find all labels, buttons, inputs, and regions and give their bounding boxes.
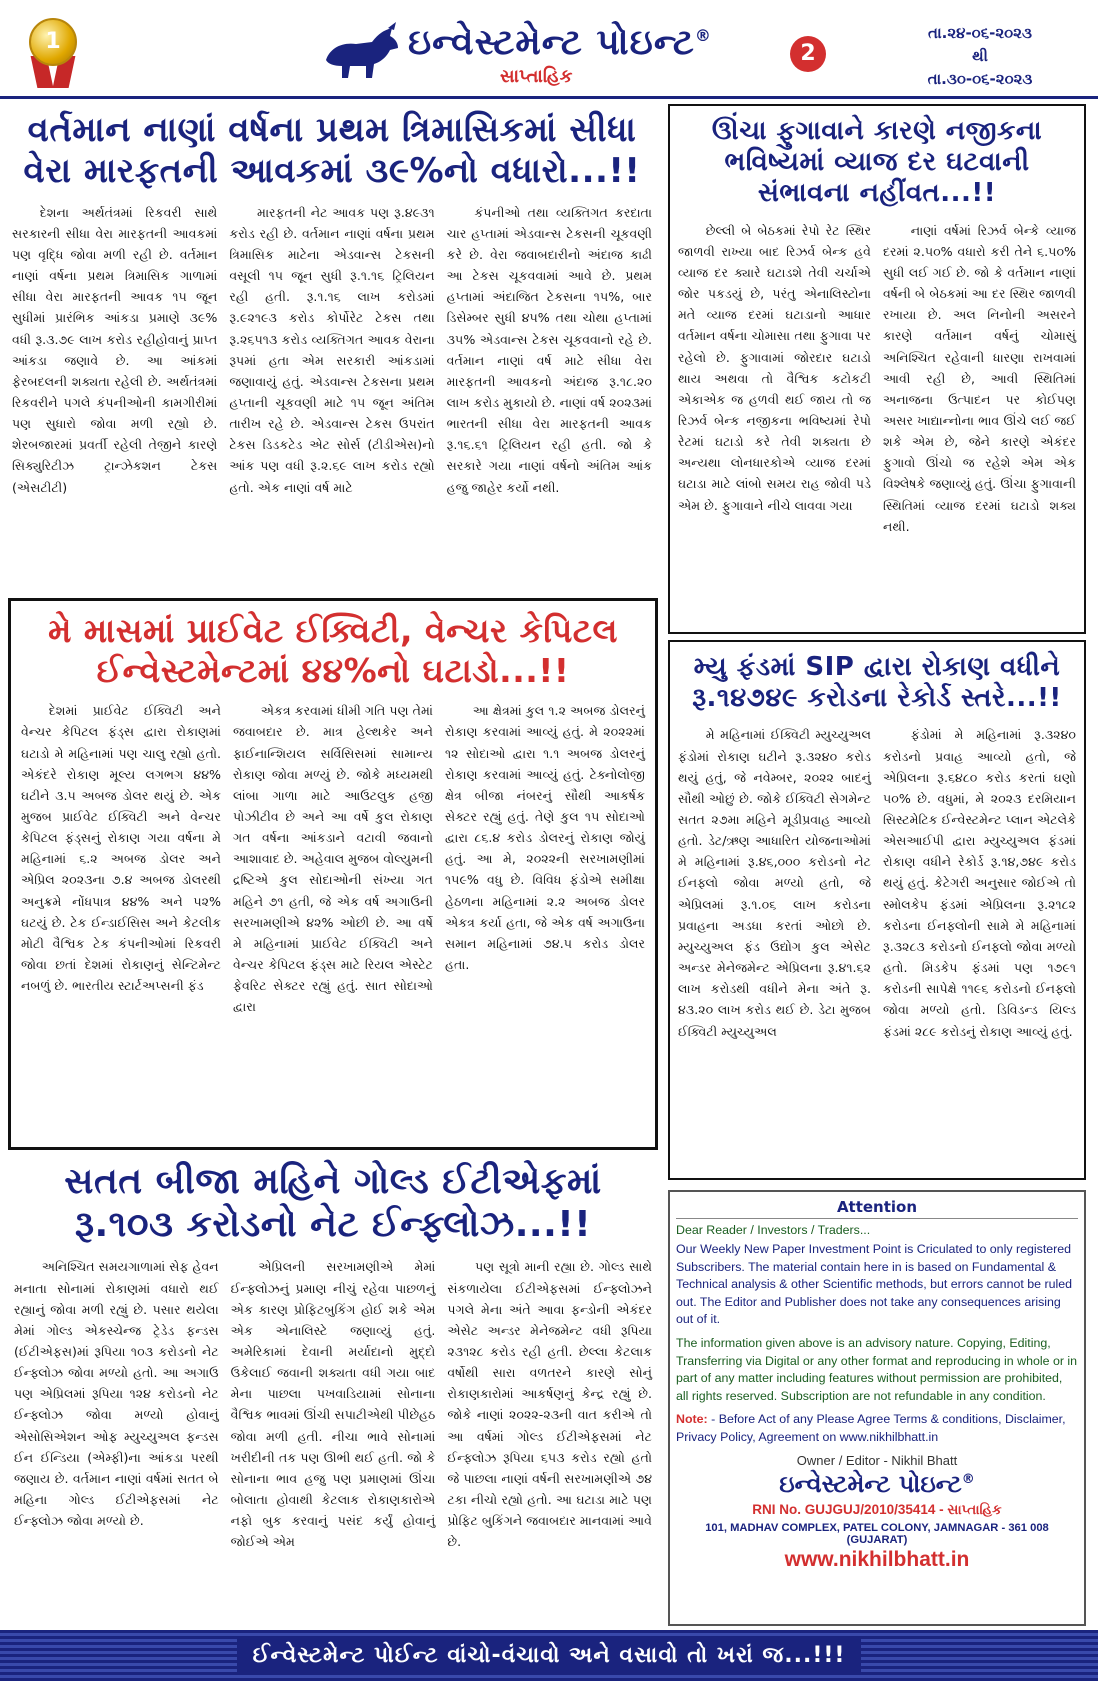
article-inflation <box>668 104 1086 634</box>
article-column: મે મહિનામાં ઈક્વિટી મ્યુચ્યુઅલ ફંડોમાં રોકાણ ઘટીને રૂ.૩૨૪૦ કરોડ થયું હતું, જે નવેમ્બર, ૨૦૨૨ બાદનું સૌથી ઓછું છે. જોકે ઈક્વિટી સેગમેન્ટ સતત ૨૭મા મહિને મૂડીપ્રવાહ આવ્યો હતો. ડેટ/ઋણ આધારિત યોજનાઓમાં મે મહિનામાં રૂ.૪૬,૦૦૦ કરોડનો નેટ ઈનફ્લો જોવા મળ્યો હતો, જે એપ્રિલમાં રૂ.૧.૦૬ લાખ કરોડના પ્રવાહના અડધા કરતાં ઓછો છે. મ્યુચ્યુઅલ ફંડ ઉદ્યોગ કુલ એસેટ અન્ડર મેનેજમેન્ટ એપ્રિલના રૂ.૪૧.૬૨ લાખ કરોડથી વધીને મેના અંતે રૂ. ૪૩.૨૦ લાખ કરોડ થઈ છે. ડેટા મુજબ ઈક્વિટી મ્યુચ્યુઅલ <box>678 727 871 1039</box>
headline-mutual-fund-sip: મ્યુ ફંડમાં SIP દ્વારા રોકાણ વધીને રૂ.૧૪૭૪૯ કરોડના રેકોર્ડ સ્તરે...!! <box>692 652 1062 714</box>
publisher-address: 101, MADHAV COMPLEX, PATEL COLONY, JAMNAGAR - 361 008 (GUJARAT) <box>705 1521 1049 1546</box>
website-link[interactable]: www.nikhilbhatt.in <box>784 1547 970 1571</box>
attention-copyright: The information given above is an advisory nature. Copying, Editing, Transferring via Digital or any other format and reproducing in whole or in part of any matter including features without permission are prohibited, all rights reserved. Subscription are not refundable in any condition. <box>676 1336 1078 1403</box>
bull-logo-icon <box>320 20 402 84</box>
attention-box <box>668 1190 1086 1626</box>
headline-private-equity: મે માસમાં પ્રાઈવેટ ઈક્વિટી, વેન્ચર કેપિટલ ઈન્વેસ્ટમેન્ટમાં ૪૪%નો ઘટાડો...!! <box>48 611 618 690</box>
article-column: આ ક્ષેત્રમાં કુલ ૧.૨ અબજ ડોલરનું રોકાણ કરવામાં આવ્યું હતું. મે ૨૦૨૨માં ૧૨ સોદાઓ દ્વારા ૧.૧ અબજ ડોલરનું રોકાણ કરવામાં આવ્યું હતું. ટેક્નોલોજી ક્ષેત્ર બીજા નંબરનું સૌથી આકર્ષક સેક્ટર રહ્યું હતું. તેણે કુલ ૧૫ સોદાઓ દ્વારા ૮૬.૪ કરોડ ડોલરનું રોકાણ જોયું હતું. આ મે, ૨૦૨૨ની સરખામણીમાં ૧૫૯% વધુ છે. વિવિધ ફંડોએ સમીક્ષા હેઠળના મહિનામાં ૨.૨ અબજ ડોલર એકત્ર કર્યા હતા, જે એક વર્ષ અગાઉના સમાન મહિનામાં ૭૪.૫ કરોડ ડોલર હતા. <box>445 703 645 973</box>
article-column: દેશના અર્થતંત્રમાં રિકવરી સાથે સરકારની સીધા વેરા મારફતની આવકમાં પણ વૃદ્ધિ જોવા મળી રહી છે. વર્તમાન નાણાં વર્ષના પ્રથમ ત્રિમાસિક ગાળામાં સીધા વેરા મારફતની આવક ૧૫ જૂન સુધીમાં પ્રારંભિક આંકડા પ્રમાણે ૩૯% વધી રૂ.૩.૭૯ લાખ કરોડ રહીહોવાનું પ્રાપ્ત આંકડા જણાવે છે. આ આંકમાં ફેરબદલની શક્યતા રહેલી છે. અર્થતંત્રમાં રિકવરીને પગલે કંપનીઓની કામગીરીમાં પણ સુધારો જોવા મળી રહ્યો છે. શેરબજારમાં પ્રવર્તી રહેલી તેજીને કારણે સિક્યુરિટીઝ ટ્રાન્ઝેકશન ટેકસ (એસટીટી) <box>12 204 218 495</box>
issue-dates <box>905 22 1055 91</box>
note-label: Note: <box>676 1412 708 1427</box>
footer-slogan: ઈન્વેસ્ટમેન્ટ પોઈન્ટ વાંચો-વંચાવો અને વસાવો તો ખરાં જ...!!! <box>237 1639 862 1672</box>
article-columns <box>14 1256 652 1552</box>
date-from: તા.૨૪-૦૬-૨૦૨૩ <box>928 24 1032 42</box>
article-columns <box>21 700 645 1017</box>
masthead-rule <box>0 96 1098 99</box>
rni-number: RNI No. GUJGUJ/2010/35414 - સાપ્તાહિક <box>752 1501 1002 1517</box>
medal-number: 1 <box>29 18 77 66</box>
date-separator: થી <box>972 47 988 65</box>
article-column: નાણાં વર્ષમાં રિઝર્વ બેન્કે વ્યાજ દરમાં ૨.૫૦% વધારો કરી તેને ૬.૫૦% સુધી લઈ ગઈ છે. જો કે વર્તમાન નાણાં વર્ષની બે બેઠકમાં આ દર સ્થિર જાળવી રખાયા છે. અલ નિનોની અસરને કારણે વર્તમાન વર્ષનું ચોમાસું અનિશ્ચિત રહેવાની ધારણા રાખવામાં આવી રહી છે, આવી સ્થિતિમાં અનાજના ઉત્પાદન પર કોઈપણ અસર ખાદ્યાન્નોના ભાવ ઊંચે લઈ જઈ શકે એમ છે, જેને કારણે એકંદર ફુગાવો ઊંચો જ રહેશે એમ એક વિશ્લેષકે જણાવ્યું હતું. ઊંચા ફુગાવાની સ્થિતિમાં વ્યાજ દરમાં ઘટાડો શક્ય નથી. <box>883 222 1076 534</box>
owner-editor: Owner / Editor - Nikhil Bhatt <box>796 1452 958 1468</box>
article-column: છેલ્લી બે બેઠકમાં રેપો રેટ સ્થિર જાળવી રાખ્યા બાદ રિઝર્વ બેન્ક હવે વ્યાજ દર ક્યારે ઘટાડશે તેવી ચર્ચાએ જોર પકડયું છે, પરંતુ એનાલિસ્ટોના મતે વ્યાજ દરમાં ઘટાડાનો આધાર વર્તમાન વર્ષના ચોમાસા તથા ફુગાવા પર રહેલો છે. ફુગાવામાં જોરદાર ઘટાડો થાય અથવા તો વૈશ્વિક કટોકટી એકાએક જ હળવી થઈ જાય તો જ રિઝર્વ બેન્ક નજીકના ભવિષ્યમાં રેપો રેટમાં ઘટાડો કરે તેવી શક્યતા છે અન્યથા લોનધારકોએ વ્યાજ દરમાં ઘટાડા માટે લાંબો સમય રાહ જોવી પડે એમ છે. ફુગાવાને નીચે લાવવા ગયા <box>678 222 871 513</box>
article-column: એપ્રિલની સરખામણીએ મેમાં ઈન્ફ્લોઝનું પ્રમાણ નીચું રહેવા પાછળનું એક કારણ પ્રોફિટબુકિંગ હોઈ શકે એમ એક એનાલિસ્ટે જણાવ્યું હતું. અમેરિકામાં દેવાની મર્યાદાનો મુદ્દો ઉકેલાઈ જવાની શક્યતા વધી ગયા બાદ મેના પાછલા પખવાડિયામાં સોનાના વૈશ્વિક ભાવમાં ઊંચી સપાટીએથી પીછેહઠ જોવા મળી હતી. નીચા ભાવે સોનામાં ખરીદીની તક પણ ઊભી થઈ હતી. જો કે સોનાના ભાવ હજુ પણ પ્રમાણમાં ઊંચા બોલાતા હોવાથી કેટલાક રોકાણકારોએ નફો બુક કરવાનું પસંદ કર્યું હોવાનું જોઈએ એમ <box>230 1259 436 1550</box>
article-column: કંપનીઓ તથા વ્યક્તિગત કરદાતા ચાર હપ્તામાં એડવાન્સ ટેકસની ચૂકવણી કરે છે. વેરા જવાબદારીનો અંદાજ કાઢી આ ટેકસ ચૂકવવામાં આવે છે. પ્રથમ હપ્તામાં અંદાજિત ટેકસના ૧૫%, બાર ડિસેમ્બર સુધી ૪૫% તથા ચોથા હપ્તામાં ૩૫% એડવાન્સ ટેકસ ચૂકવવાનો રહે છે. વર્તમાન નાણાં વર્ષ માટે સીધા વેરા મારફતની આવકનો અંદાજ રૂ.૧૮.૨૦ લાખ કરોડ મુકાયો છે. નાણાં વર્ષ ૨૦૨૩માં ભારતની સીધા વેરા મારફતની આવક રૂ.૧૬.૬૧ ટ્રિલિયન રહી હતી. જો કે સરકારે ગયા નાણાં વર્ષનો અંતિમ આંક હજુ જાહેર કર્યો નથી. <box>446 204 652 495</box>
medal-icon <box>26 18 80 90</box>
article-mutual-fund-sip <box>668 640 1086 1180</box>
note-text: - Before Act of any Please Agree Terms & conditions, Disclaimer, Privacy Policy, Agreement on www.nikhilbhatt.in <box>676 1412 1066 1445</box>
attention-title: Attention <box>676 1198 1078 1219</box>
frequency-label: સાપ્તાહિક <box>500 66 573 87</box>
article-private-equity <box>8 598 658 1150</box>
registered-mark: ® <box>961 1471 975 1487</box>
registered-mark: ® <box>694 26 712 45</box>
article-columns <box>678 724 1076 1041</box>
date-to: તા.૩૦-૦૬-૨૦૨૩ <box>927 70 1033 88</box>
article-column: દેશમાં પ્રાઈવેટ ઈક્વિટી અને વેન્ચર કેપિટલ ફંડ્સ દ્વારા રોકાણમાં ઘટાડો મે મહિનામાં પણ ચાલુ રહ્યો હતો. એકંદરે રોકાણ મૂલ્ય લગભગ ૪૪% ઘટીને ૩.૫ અબજ ડોલર થયું છે. એક મુજબ પ્રાઈવેટ ઈક્વિટી અને વેન્ચર કેપિટલ ફંડ્સનું રોકાણ ગયા વર્ષના મે મહિનામાં ૬.૨ અબજ ડોલર અને એપ્રિલ ૨૦૨૩ના ૭.૪ અબજ ડોલરથી અનુક્રમે નોંધપાત્ર ૪૪% અને ૫૨% ઘટયું છે. ટેક ઈન્ડાઈસિસ અને કેટલીક મોટી વૈશ્વિક ટેક કંપનીઓમાં રિકવરી જોવા છતાં દેશમાં રોકાણનું સેન્ટિમેન્ટ નબળું છે. ભારતીય સ્ટાર્ટઅપ્સની ફંડ <box>21 703 221 994</box>
headline-gold-etf: સતત બીજા મહિને ગોલ્ડ ઈટીએફમાં રૂ.૧૦૩ કરોડનો નેટ ઈન્ફ્લોઝ...!! <box>64 1161 602 1246</box>
article-columns <box>12 202 652 498</box>
article-columns <box>678 220 1076 537</box>
attention-greeting: Dear Reader / Investors / Traders... <box>676 1223 871 1237</box>
headline-direct-tax: વર્તમાન નાણાં વર્ષના પ્રથમ ત્રિમાસિકમાં સીધા વેરા મારફતની આવકમાં ૩૯%નો વધારો...!! <box>23 110 641 191</box>
article-column: પણ સૂત્રો માની રહ્યા છે. ગોલ્ડ સાથે સંકળાયેલા ઈટીએફસમાં ઈન્ફ્લોઝને પગલે મેના અંતે આવા ફન્ડોની એકંદર એસેટ અન્ડર મેનેજમેન્ટ વધી રૂપિયા ૨૩૧૨૮ કરોડ રહી હતી. છેલ્લા કેટલાક વર્ષોથી સારા વળતરને કારણે સોનું રોકાણકારોમાં આકર્ષણનું કેન્દ્ર રહ્યું છે. જોકે નાણાં ૨૦૨૨-૨૩ની વાત કરીએ તો આ વર્ષમાં ગોલ્ડ ઈટીએફસમાં નેટ ઈન્ફ્લોઝ રૂપિયા ૬૫૩ કરોડ રહ્યો હતો જે પાછલા નાણાં વર્ષની સરખામણીએ ૭૪ ટકા નીચો રહ્યો હતો. આ ઘટાડા માટે પણ પ્રોફિટ બુકિંગને જવાબદાર માનવામાં આવે છે. <box>447 1259 653 1550</box>
article-gold-etf <box>8 1156 658 1626</box>
article-direct-tax <box>8 104 656 594</box>
brand-title: ઇન્વેસ્ટમેન્ટ પોઇન્ટ® <box>408 22 712 63</box>
attention-disclaimer: Our Weekly New Paper Investment Point is Criculated to only registered Subscribers. The material contain here in is based on Fundamental & Technical analysis & other Scientific methods, but errors cannot be ruled out. The Editor and Publisher does not take any consequences arising out of it. <box>676 1242 1073 1327</box>
attention-note <box>676 1411 1078 1446</box>
article-column: એકત્ર કરવામાં ધીમી ગતિ પણ તેમાં જવાબદાર છે. માત્ર હેલ્થકેર અને ફાઈનાન્શિયલ સર્વિસિસમાં સામાન્ય રોકાણ જોવા મળ્યું છે. જોકે મધ્યમથી લાંબા ગાળા માટે આઉટલુક હજી પોઝીટીવ છે અને આ વર્ષે કુલ રોકાણ ગત વર્ષના આંકડાને વટાવી જવાનો આશાવાદ છે. અહેવાલ મુજબ વોલ્યુમની દ્રષ્ટિએ કુલ સોદાઓની સંખ્યા ગત મહિને ૭૧ હતી, જે એક વર્ષ અગાઉની સરખામણીએ ૪૨% ઓછી છે. આ વર્ષે મે મહિનામાં પ્રાઈવેટ ઈક્વિટી અને વેન્ચર કેપિટલ ફંડ્સ માટે રિયલ એસ્ટેટ ફેવરિટ સેક્ટર રહ્યું હતું. સાત સોદાઓ દ્વારા <box>233 703 433 1015</box>
headline-inflation: ઊંચા ફુગાવાને કારણે નજીકના ભવિષ્યમાં વ્યાજ દર ઘટવાની સંભાવના નહીંવત...!! <box>711 116 1043 209</box>
article-column: અનિશ્ચિત સમયગાળામાં સેફ હેવન મનાતા સોનામાં રોકાણમાં વધારો થઈ રહ્યાનું જોવા મળી રહ્યું છે. પસાર થયેલા મેમાં ગોલ્ડ એકસ્ચેન્જ ટ્રેડેડ ફન્ડસ (ઈટીએફસ)માં રૂપિયા ૧૦૩ કરોડનો નેટ ઈન્ફ્લોઝ જોવા મળ્યો હતો. આ અગાઉ પણ એપ્રિલમાં રૂપિયા ૧૨૪ કરોડનો નેટ ઈન્ફ્લોઝ જોવા મળ્યો હોવાનું એસોસિએશન ઓફ મ્યુચ્યુઅલ ફન્ડસ ઈન ઈન્ડિયા (એમ્ફી)ના આંકડા પરથી જણાય છે. વર્તમાન નાણાં વર્ષમાં સતત બે મહિના ગોલ્ડ ઈટીએફસમાં નેટ ઈન્ફ્લોઝ જોવા મળ્યો છે. <box>14 1259 219 1529</box>
masthead <box>0 0 1098 96</box>
page-number-badge: 2 <box>790 36 826 72</box>
attention-brand: ઇન્વેસ્ટમેન્ટ પોઇન્ટ® <box>779 1469 975 1498</box>
article-column: મારફતની નેટ આવક પણ રૂ.૪૯૩૧ કરોડ રહી છે. વર્તમાન નાણાં વર્ષના પ્રથમ ત્રિમાસિક માટેના એડવાન્સ ટેકસની વસૂલી ૧૫ જૂન સુધી રૂ.૧.૧૬ ટ્રિલિયન રહી હતી. રૂ.૧.૧૬ લાખ કરોડમાં રૂ.૯૨૧૯૩ કરોડ કોર્પોરેટ ટેકસ તથા રૂ.૨૬૫૧૩ કરોડ વ્યક્તિગત આવક વેરાના રૂપમાં હતા એમ સરકારી આંકડામાં જણાવાયું હતું. એડવાન્સ ટેકસના પ્રથમ હપ્તાની ચૂકવણી માટે ૧૫ જૂન અંતિમ તારીખ રહે છે. એડવાન્સ ટેકસ ઉપરાંત ટેકસ ડિડકટેડ એટ સોર્સ (ટીડીએસ)નો આંક પણ વધી રૂ.૨.૬૯ લાખ કરોડ રહ્યો હતો. એક નાણાં વર્ષ માટે <box>229 204 435 495</box>
article-column: ફંડોમાં મે મહિનામાં રૂ.૩૨૪૦ કરોડનો પ્રવાહ આવ્યો હતો, જે એપ્રિલના રૂ.૬૪૮૦ કરોડ કરતાં ઘણો ૫૦% છે. વધુમાં, મે ૨૦૨૩ દરમિયાન સિસ્ટમેટિક ઈન્વેસ્ટમેન્ટ પ્લાન એટલેકે એસઆઈપી દ્વારા મ્યુચ્યુઅલ ફંડમાં રોકાણ વધીને રેકોર્ડ રૂ.૧૪,૭૪૯ કરોડ થયું હતું. કેટેગરી અનુસાર જોઈએ તો સ્મોલકેપ ફંડમાં એપ્રિલના રૂ.૨૧૮૨ કરોડના ઈનફ્લોની સામે મે મહિનામાં રૂ.૩૨૮૩ કરોડનો ઈનફ્લો જોવા મળ્યો હતો. મિડકેપ ફંડમાં પણ ૧૭૯૧ કરોડની સાપેક્ષે ૧૧૯૬ કરોડનો ઈનફ્લો જોવા મળ્યો હતો. ડિવિડન્ડ યિલ્ડ ફંડમાં ૨૮૯ કરોડનું રોકાણ આવ્યું હતું. <box>883 727 1076 1039</box>
footer-banner <box>0 1630 1098 1681</box>
